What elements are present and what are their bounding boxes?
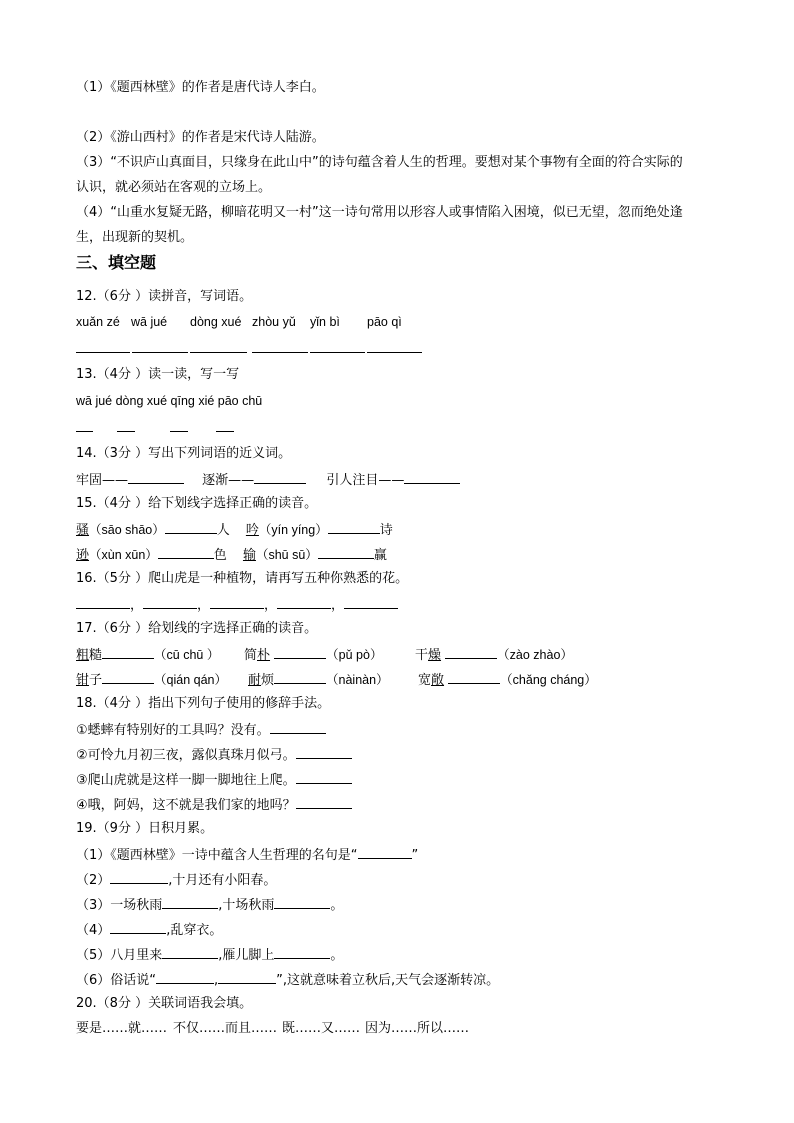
q19-l6-text-c: ”,这就意味着立秋后,天气会逐渐转凉。 — [276, 973, 500, 988]
q18-text-1: ①蟋蟀有特别好的工具吗？没有。 — [76, 723, 270, 738]
q18-blank-4[interactable] — [296, 796, 352, 809]
q12-answer-blank-2[interactable] — [132, 352, 188, 353]
q19-blank-9[interactable] — [218, 971, 276, 984]
q19-l5-text-a: （5）八月里来 — [76, 948, 163, 963]
q13-answer-blank-2[interactable] — [117, 431, 135, 432]
q19-l3-end: 。 — [330, 898, 344, 913]
q18-item-4 — [76, 796, 352, 814]
q17-options-3: （zào zhào） — [497, 648, 573, 662]
q19-l1-text: （1）《题西林壁》一诗中蕴含人生哲理的名句是“ — [76, 848, 358, 863]
q19-l2-text: ,十月还有小阳春。 — [168, 873, 277, 888]
q17-word-6: 宽 — [418, 673, 432, 688]
q19-stem: 19.（9分 ）日积月累。 — [76, 821, 214, 836]
q17-item-4 — [76, 671, 227, 689]
q17-blank-4[interactable] — [102, 671, 154, 684]
q15-blank-a[interactable] — [165, 521, 217, 534]
q19-l5-text-b: ,雁儿脚上 — [218, 948, 275, 963]
q14-stem: 14.（3分 ）写出下列词语的近义词。 — [76, 446, 292, 461]
q17-stem: 17.（6分 ）给划线的字选择正确的读音。 — [76, 621, 318, 636]
q19-blank-4[interactable] — [274, 896, 330, 909]
judge-statement-2: （2）《游山西村》的作者是宋代诗人陆游。 — [76, 130, 325, 145]
q18-blank-1[interactable] — [270, 721, 326, 734]
q16-blank-1[interactable] — [76, 596, 130, 609]
q20-word-3: 既……又…… — [282, 1021, 361, 1036]
q17-blank-1[interactable] — [102, 646, 154, 659]
q17-ul-3: 燥 — [428, 648, 442, 663]
q12-answer-blank-1[interactable] — [76, 352, 130, 353]
q19-l1-close: ” — [411, 848, 419, 863]
q17-word-4: 子 — [89, 673, 103, 688]
q19-l6-text-a: （6）俗话说“ — [76, 973, 157, 988]
q19-line-3 — [76, 896, 343, 914]
q20-word-1: 要是……就…… — [76, 1021, 168, 1036]
q17-options-1: （cū chū ） — [154, 648, 220, 662]
judge-statement-4-line-1: （4）“山重水复疑无路，柳暗花明又一村”这一诗句常用以形容人或事情陷入困境，似已无望，忽而绝处逢 — [76, 205, 683, 220]
q19-line-2 — [76, 871, 276, 889]
q13-pinyin: wā jué dòng xué qīng xié pāo chū — [76, 394, 263, 408]
q18-text-2: ②可怜九月初三夜，露似真珠月似弓。 — [76, 748, 296, 763]
q12-answer-blank-5[interactable] — [310, 352, 365, 353]
q15-char-d: 输 — [242, 548, 256, 563]
q18-blank-2[interactable] — [296, 746, 352, 759]
q16-sep-1: ， — [130, 598, 144, 613]
q17-blank-3[interactable] — [445, 646, 497, 659]
q17-options-2: （pǔ pò） — [326, 648, 383, 662]
q18-blank-3[interactable] — [296, 771, 352, 784]
q17-blank-6[interactable] — [448, 671, 500, 684]
q19-line-5 — [76, 946, 343, 964]
q17-word-1: 糙 — [89, 648, 103, 663]
q13-answer-blank-1[interactable] — [76, 431, 93, 432]
q17-item-1 — [76, 646, 219, 664]
q14-blank-1[interactable] — [128, 471, 184, 484]
q15-blank-c[interactable] — [158, 546, 214, 559]
q19-blank-5[interactable] — [110, 921, 166, 934]
q14-row — [76, 471, 460, 489]
q17-ul-6: 敞 — [431, 673, 445, 688]
q14-word-3: 引人注目—— — [326, 473, 405, 488]
judge-statement-1: （1）《题西林壁》的作者是唐代诗人李白。 — [76, 80, 325, 95]
q12-stem: 12.（6分 ）读拼音，写词语。 — [76, 289, 253, 304]
q16-blank-5[interactable] — [344, 596, 398, 609]
q17-word-2: 简 — [244, 648, 258, 663]
q16-blank-2[interactable] — [143, 596, 197, 609]
q12-pinyin-2: wā jué — [131, 315, 168, 329]
judge-statement-3-line-2: 认识，就必须站在客观的立场上。 — [76, 180, 272, 195]
q17-blank-2[interactable] — [274, 646, 326, 659]
q15-char-a: 骚 — [76, 523, 90, 538]
q18-item-2 — [76, 746, 352, 764]
q17-ul-5: 耐 — [248, 673, 262, 688]
q18-item-1 — [76, 721, 326, 739]
q15-tail-c: 色 — [213, 548, 227, 563]
q15-options-b: （yín yíng） — [258, 523, 328, 537]
q16-sep-4: ， — [331, 598, 345, 613]
q15-tail-a: 人 — [216, 523, 230, 538]
q19-l5-end: 。 — [330, 948, 344, 963]
q17-ul-2: 朴 — [257, 648, 271, 663]
q16-row — [76, 596, 398, 614]
q15-char-b: 吟 — [245, 523, 259, 538]
q19-blank-7[interactable] — [274, 946, 330, 959]
q19-l4-text: ,乱穿衣。 — [166, 923, 223, 938]
q18-text-3: ③爬山虎就是这样一脚一脚地往上爬。 — [76, 773, 296, 788]
q19-l4-label: （4） — [76, 923, 111, 938]
q19-line-4 — [76, 921, 222, 939]
judge-statement-4-line-2: 生，出现新的契机。 — [76, 230, 194, 245]
q17-item-6 — [418, 671, 597, 689]
q16-sep-2: ， — [197, 598, 211, 613]
q16-blank-3[interactable] — [210, 596, 264, 609]
q14-word-1: 牢固—— — [76, 473, 129, 488]
q12-answer-blank-4[interactable] — [252, 352, 308, 353]
q15-tail-b: 诗 — [379, 523, 393, 538]
q19-line-1 — [76, 846, 418, 864]
q12-pinyin-3: dòng xué — [190, 315, 242, 329]
q18-stem: 18.（4分 ）指出下列句子使用的修辞手法。 — [76, 696, 331, 711]
q13-answer-blank-4[interactable] — [216, 431, 234, 432]
q20-word-2: 不仅……而且…… — [173, 1021, 278, 1036]
q16-sep-3: ， — [264, 598, 278, 613]
q19-blank-6[interactable] — [162, 946, 218, 959]
q19-blank-1[interactable] — [358, 846, 412, 859]
q18-item-3 — [76, 771, 352, 789]
q13-answer-blank-3[interactable] — [170, 431, 188, 432]
q17-item-5 — [248, 671, 389, 689]
q12-answer-blank-6[interactable] — [367, 352, 422, 353]
q20-word-4: 因为……所以…… — [365, 1021, 470, 1036]
q20-stem: 20.（8分 ）关联词语我会填。 — [76, 996, 253, 1011]
judge-statement-3-line-1: （3）“不识庐山真面目，只缘身在此山中”的诗句蕴含着人生的哲理。要想对某个事物有全面的符合实际的 — [76, 155, 683, 170]
q17-word-5: 烦 — [261, 673, 275, 688]
q15-tail-d: 赢 — [373, 548, 387, 563]
q15-blank-b[interactable] — [328, 521, 380, 534]
q17-options-6: （chǎng cháng） — [500, 673, 597, 687]
section-title: 三、填空题 — [76, 253, 157, 272]
q19-l3-text-b: ,十场秋雨 — [218, 898, 275, 913]
q16-blank-4[interactable] — [277, 596, 331, 609]
q17-options-5: （nàinàn） — [326, 673, 389, 687]
q17-ul-1: 粗 — [76, 648, 90, 663]
q19-l3-text-a: （3）一场秋雨 — [76, 898, 163, 913]
q15-options-c: （xùn xūn） — [89, 548, 158, 562]
q17-item-2 — [244, 646, 382, 664]
q19-blank-8[interactable] — [156, 971, 214, 984]
q19-line-6 — [76, 971, 499, 989]
q12-pinyin-4: zhòu yǔ — [252, 315, 296, 329]
q12-pinyin-1: xuǎn zé — [76, 315, 120, 329]
q17-item-3 — [415, 646, 573, 664]
q19-l6-comma: , — [214, 973, 219, 988]
q19-l2-label: （2） — [76, 873, 111, 888]
q15-options-d: （shū sū） — [255, 548, 318, 562]
q15-char-c: 逊 — [76, 548, 90, 563]
q16-stem: 16.（5分 ）爬山虎是一种植物，请再写五种你熟悉的花。 — [76, 571, 409, 586]
q14-blank-3[interactable] — [404, 471, 460, 484]
q17-word-3: 干 — [415, 648, 429, 663]
q12-pinyin-6: pāo qì — [367, 315, 402, 329]
q17-options-4: （qián qán） — [154, 673, 227, 687]
q19-blank-2[interactable] — [110, 871, 168, 884]
q17-ul-4: 钳 — [76, 673, 90, 688]
q15-blank-d[interactable] — [318, 546, 374, 559]
q17-blank-5[interactable] — [274, 671, 326, 684]
q13-stem: 13.（4分 ）读一读，写一写 — [76, 367, 240, 382]
q15-row-2 — [76, 546, 387, 564]
q12-answer-blank-3[interactable] — [190, 352, 247, 353]
q15-row-1 — [76, 521, 393, 539]
q14-word-2: 逐渐—— — [202, 473, 255, 488]
q19-blank-3[interactable] — [162, 896, 218, 909]
q15-options-a: （sāo shāo） — [89, 523, 165, 537]
q18-text-4: ④哦，阿妈，这不就是我们家的地吗？ — [76, 798, 296, 813]
q14-blank-2[interactable] — [254, 471, 306, 484]
q15-stem: 15.（4分 ）给下划线字选择正确的读音。 — [76, 496, 318, 511]
q12-pinyin-5: yǐn bì — [310, 315, 340, 329]
